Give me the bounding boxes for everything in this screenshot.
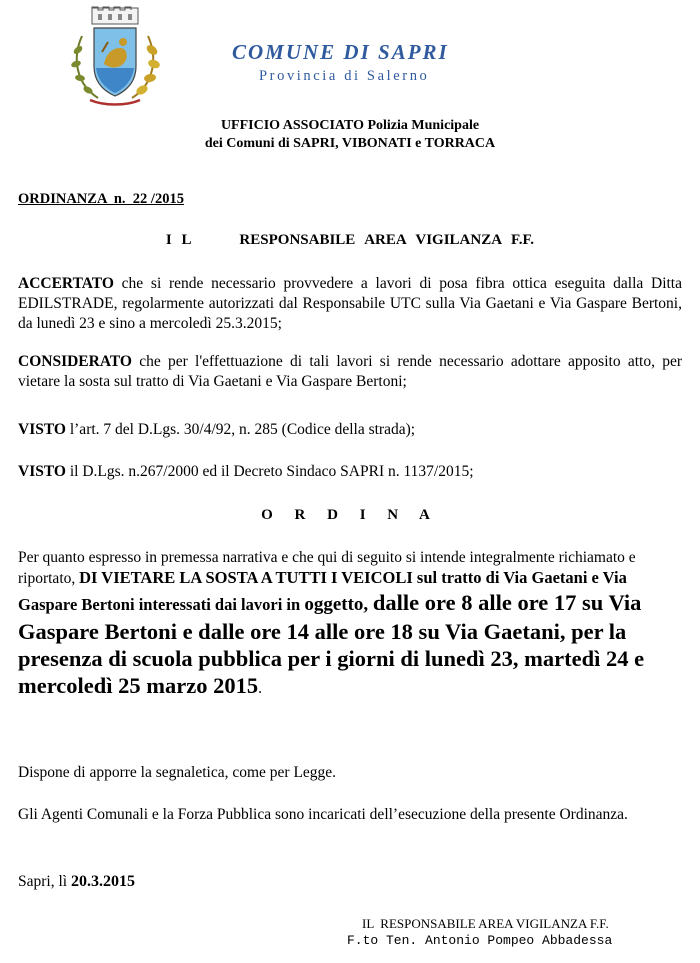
order-end: .: [258, 680, 263, 697]
order-paragraph: [18, 548, 684, 699]
recital-label: VISTO: [18, 463, 66, 480]
recital-label: ACCERTATO: [18, 275, 114, 292]
municipal-coat-of-arms-icon: [68, 6, 162, 110]
municipality-title: COMUNE DI SAPRI: [232, 40, 449, 64]
recital-visto-decreto: [18, 462, 682, 482]
signage-clause: Dispone di apporre la segnaletica, come per Legge.: [18, 764, 337, 781]
recital-text: l’art. 7 del D.Lgs. 30/4/92, n. 285 (Codice della strada);: [65, 421, 416, 438]
order-schedule: dalle ore 8 alle ore 17 su Via Gaspare Bertoni e dalle ore 14 alle ore 18 su Via Gaetani, per la presenza di scuola pubblica per i giorni di lunedì 23, martedì 24 e mercoledì 25 marzo 2015: [18, 590, 645, 698]
recital-label: VISTO: [18, 421, 66, 438]
recital-text: il D.Lgs. n.267/2000 ed il Decreto Sindaco SAPRI n. 1137/2015;: [65, 463, 474, 480]
ordinance-number: ORDINANZA n. 22 /2015: [18, 191, 184, 207]
office-line-1: UFFICIO ASSOCIATO Polizia Municipale: [220, 118, 480, 133]
recital-considerato: [18, 352, 682, 392]
province-subtitle: Provincia di Salerno: [259, 68, 430, 84]
ordina-heading: O R D I N A: [261, 507, 439, 523]
enforcement-clause: Gli Agenti Comunali e la Forza Pubblica sono incaricati dell’esecuzione della presente Ordinanza.: [18, 806, 628, 823]
order-intro: Per quanto espresso in premessa narrativa e che qui di seguito si intende integralmente richiamato e riportato,: [18, 549, 636, 587]
signature-name: F.to Ten. Antonio Pompeo Abbadessa: [347, 933, 613, 948]
recital-text: che si rende necessario provvedere a lavori di posa fibra ottica eseguita dalla Ditta EDILSTRADE, regolarmente autorizzati dal Responsabile UTC sulla Via Gaetani e Via Gaspare Bertoni, da lunedì 23 e sino a mercoledì 25.3.2015;: [18, 275, 682, 332]
recital-label: CONSIDERATO: [18, 353, 132, 370]
recital-visto-codice: [18, 420, 682, 440]
recital-accertato: [18, 274, 682, 334]
order-object: oggetto,: [304, 594, 373, 615]
authority-heading: I L RESPONSABILE AREA VIGILANZA F.F.: [165, 232, 535, 248]
issue-date: 20.3.2015: [70, 873, 135, 890]
office-line-2: dei Comuni di SAPRI, VIBONATI e TORRACA: [204, 136, 496, 151]
signature-title: IL RESPONSABILE AREA VIGILANZA F.F.: [362, 916, 609, 931]
recital-text: che per l'effettuazione di tali lavori si rende necessario adottare apposito atto, per vietare la sosta sul tratto di Via Gaetani e Via Gaspare Bertoni;: [18, 353, 682, 390]
place-date: [18, 873, 135, 891]
place-label: Sapri, lì: [18, 873, 71, 890]
order-prohibition: DI VIETARE LA SOSTA A TUTTI I VEICOLI sul tratto di Via Gaetani e Via Gaspare Bertoni interessati dai lavori in: [18, 568, 627, 614]
